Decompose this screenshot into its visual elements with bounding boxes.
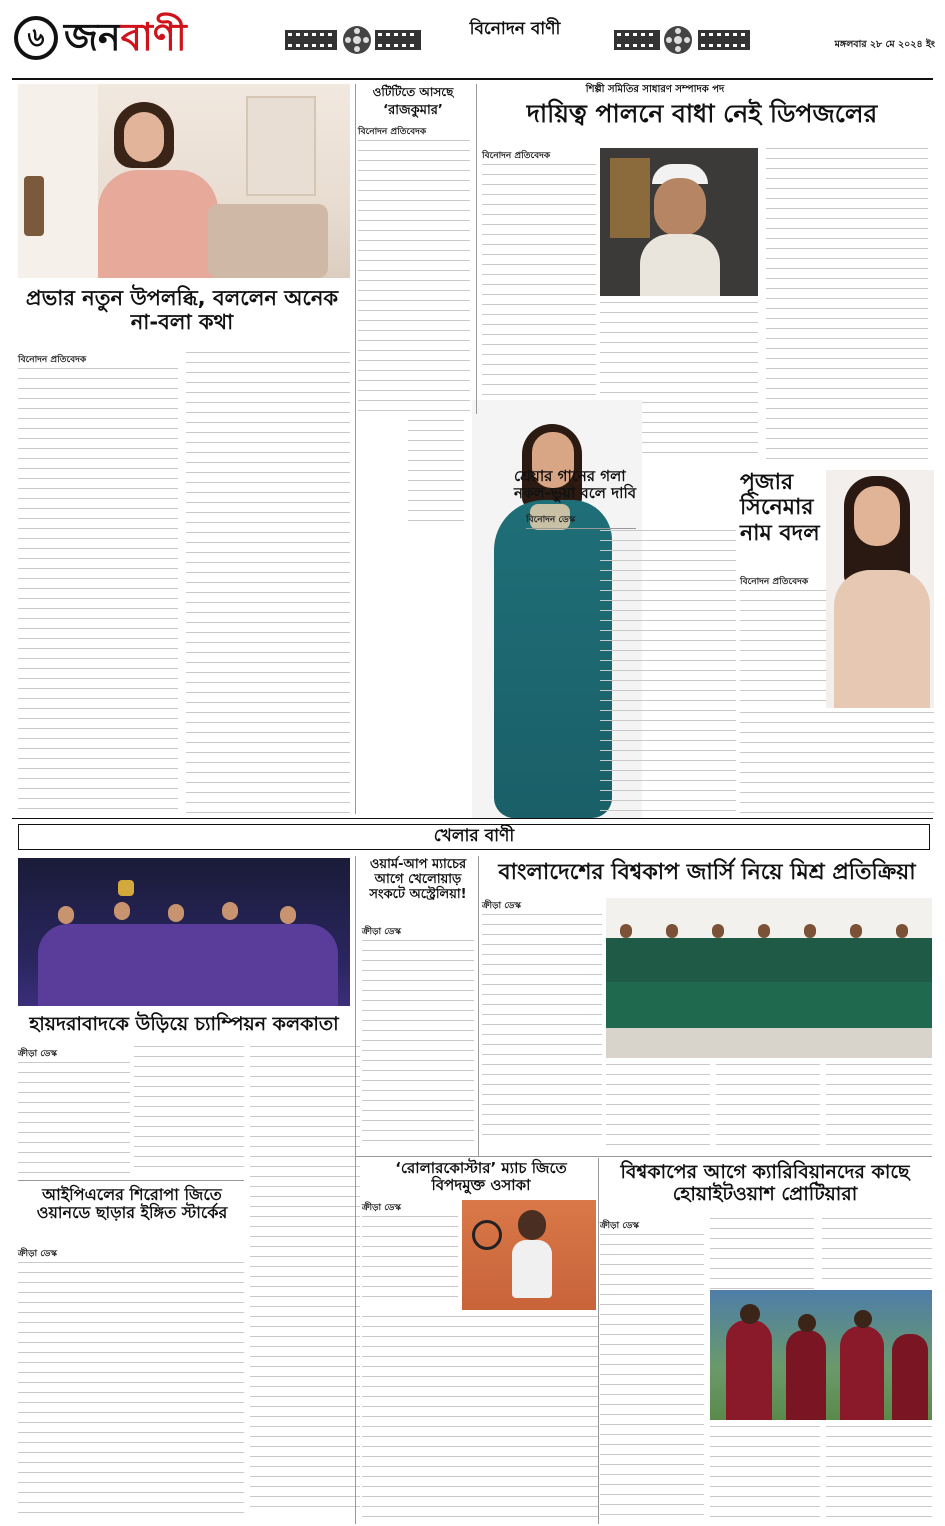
film-reel-icon xyxy=(612,22,752,58)
rajkumar-byline: বিনোদন প্রতিবেদক xyxy=(358,124,468,141)
column-rule xyxy=(598,1158,599,1524)
puja-headline: পূজার সিনেমার নাম বদল xyxy=(740,470,820,546)
dipjol-kicker: শিল্পী সমিতির সাধারণ সম্পাদক পদ xyxy=(585,84,725,95)
kolkata-photo xyxy=(18,858,350,1006)
bangladesh-body-col1 xyxy=(482,914,602,1144)
newspaper-logo xyxy=(64,14,187,60)
sports-section-title: খেলার বাণী xyxy=(433,826,515,846)
shreya-body xyxy=(600,530,736,820)
prova-body-col1 xyxy=(18,368,178,828)
column-rule xyxy=(355,856,356,1524)
shreya-byline: বিনোদন ডেস্ক xyxy=(526,512,636,529)
osaka-body-col1 xyxy=(362,1216,458,1310)
dipjol-body-col1 xyxy=(482,164,596,434)
column-rule xyxy=(478,856,479,1156)
kolkata-headline: হায়দরাবাদকে উড়িয়ে চ্যাম্পিয়ন কলকাতা xyxy=(29,1013,339,1035)
rajkumar-kicker: ওটিটিতে আসছে xyxy=(372,85,454,99)
bangladesh-headline: বাংলাদেশের বিশ্বকাপ জার্সি নিয়ে মিশ্র প্রতিক্রিয়া xyxy=(498,860,916,885)
proteas-headline: বিশ্বকাপের আগে ক্যারিবিয়ানদের কাছে হোয়াইটওয়াশ প্রোটিয়ারা xyxy=(620,1161,910,1205)
proteas-body-col1 xyxy=(600,1234,704,1524)
masthead xyxy=(0,0,945,80)
proteas-body-col5 xyxy=(826,1426,932,1524)
starc-body xyxy=(18,1262,244,1524)
starc-headline: আইপিএলের শিরোপা জিতে ওয়ানডে ছাড়ার ইঙ্গিত স্টার্কের xyxy=(36,1185,228,1223)
column-rule xyxy=(476,84,477,414)
starc-byline: ক্রীড়া ডেস্ক xyxy=(18,1246,118,1263)
australia-byline: ক্রীড়া ডেস্ক xyxy=(362,924,472,941)
page-number: ৬ xyxy=(14,16,58,60)
bangladesh-photo xyxy=(606,898,932,1058)
logo-part-jon: জন xyxy=(64,15,121,59)
australia-body xyxy=(362,940,474,1156)
section-divider xyxy=(18,1180,244,1181)
prova-headline: প্রভার নতুন উপলব্ধি, বললেন অনেক না-বলা কথা xyxy=(25,286,339,335)
prova-byline: বিনোদন প্রতিবেদক xyxy=(18,352,178,369)
prova-body-col2 xyxy=(186,352,350,828)
osaka-headline: ‘রোলারকোস্টার’ ম্যাচ জিতে বিপদমুক্ত ওসাকা xyxy=(395,1159,567,1195)
prova-photo xyxy=(18,84,350,278)
kolkata-byline: ক্রীড়া ডেস্ক xyxy=(18,1046,118,1063)
puja-photo xyxy=(826,470,934,708)
puja-byline: বিনোদন প্রতিবেদক xyxy=(740,574,840,591)
masthead-rule xyxy=(12,78,933,80)
sports-banner xyxy=(18,824,930,850)
rajkumar-body xyxy=(358,140,470,420)
issue-date: মঙ্গলবার ২৮ মে ২০২৪ ইং xyxy=(834,39,935,50)
kolkata-body-col1 xyxy=(18,1062,130,1178)
proteas-photo xyxy=(710,1290,932,1420)
australia-headline: ওয়ার্ম-আপ ম্যাচের আগে খেলোয়াড় সংকটে অস্ট্রেলিয়া! xyxy=(369,857,467,902)
proteas-body-col4 xyxy=(710,1426,820,1524)
dipjol-headline: দায়িত্ব পালনে বাধা নেই ডিপজলের xyxy=(526,99,878,128)
puja-body-cont xyxy=(740,712,934,820)
dipjol-body-col3 xyxy=(766,148,928,464)
section-title: বিনোদন বাণী xyxy=(469,19,561,39)
shreya-headline: শ্রেয়ার গানের গলা নকল-ভুয়া বলে দাবি xyxy=(514,467,637,503)
section-divider xyxy=(356,1156,932,1157)
rajkumar-body-cont xyxy=(408,420,464,530)
column-rule xyxy=(355,84,356,814)
film-reel-icon xyxy=(283,22,423,58)
bangladesh-body-col3 xyxy=(716,1064,820,1150)
dipjol-byline: বিনোদন প্রতিবেদক xyxy=(482,148,592,165)
proteas-byline: ক্রীড়া ডেস্ক xyxy=(600,1218,700,1235)
bangladesh-byline: ক্রীড়া ডেস্ক xyxy=(482,898,592,915)
rajkumar-headline: ‘রাজকুমার’ xyxy=(383,103,443,118)
sports-banner-top xyxy=(12,818,933,819)
kolkata-body-col2 xyxy=(134,1046,244,1178)
osaka-byline: ক্রীড়া ডেস্ক xyxy=(362,1200,452,1217)
osaka-body-col2 xyxy=(362,1316,598,1524)
logo-part-bani: বাণী xyxy=(120,15,187,59)
osaka-photo xyxy=(462,1200,596,1310)
kolkata-body-col3 xyxy=(250,1046,360,1526)
bangladesh-body-col4 xyxy=(826,1064,932,1150)
puja-body xyxy=(740,590,826,710)
dipjol-photo xyxy=(600,148,758,296)
proteas-body-col3 xyxy=(822,1218,932,1286)
bangladesh-body-col2 xyxy=(606,1064,710,1150)
